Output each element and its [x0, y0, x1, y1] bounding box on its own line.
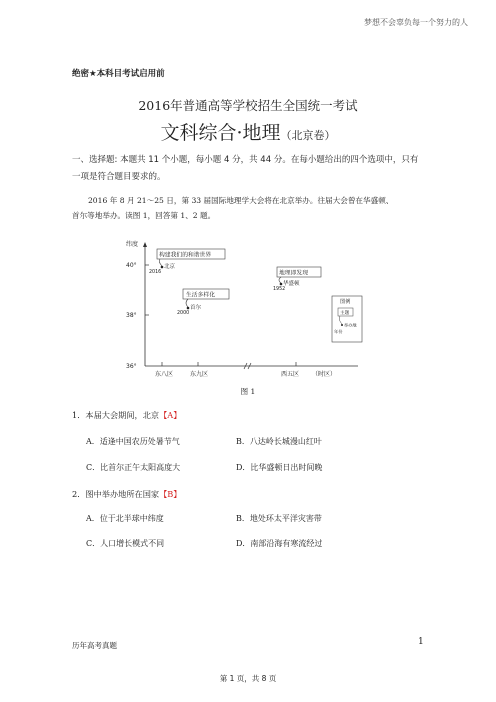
question-2-stem: 2．图中举办地所在国家: [72, 489, 160, 499]
x-unit-label: （时区）: [312, 371, 337, 378]
footer-source: 历年高考真题: [72, 641, 117, 650]
event-point-washington: [280, 283, 283, 286]
event-leader-seoul: [186, 299, 188, 307]
legend-theme: 主题: [340, 311, 350, 316]
event-theme-washington: 地理即发现: [279, 270, 308, 277]
question-1-option-c: C．比首尔正午太阳高度大: [86, 463, 181, 472]
question-1-option-d: D．比华盛顿日出时间晚: [236, 463, 323, 472]
figure-1-svg: [120, 238, 380, 380]
legend-city: 举办地: [344, 322, 357, 328]
subject-title: [0, 118, 496, 145]
event-theme-seoul: 生活多样化: [186, 292, 215, 299]
page-number: 第 1 页，共 8 页: [219, 674, 277, 683]
event-leader-washington: [279, 277, 281, 283]
question-2-option-b: B．地处环太平洋灾害带: [236, 514, 322, 523]
question-1-option-a: A．适逢中国农历处暑节气: [86, 437, 180, 446]
legend-point: [341, 324, 343, 326]
question-intro: [72, 193, 438, 223]
question-2-answer: 【B】: [159, 489, 182, 499]
footer-page-marker: 1: [418, 637, 424, 647]
event-year-seoul: 2000: [177, 311, 190, 316]
section-line-2: 一项是符合题目要求的。: [72, 172, 166, 182]
question-2-option-c: C．人口增长模式不同: [86, 539, 165, 548]
section-instructions: [72, 152, 432, 186]
figure-caption: 图 1: [240, 387, 256, 396]
event-point-seoul: [187, 307, 190, 310]
y-tick-label-36: 36°: [126, 363, 137, 370]
event-year-washington: 1952: [273, 287, 286, 292]
header-slogan: 梦想不会辜负每一个努力的人: [364, 18, 468, 27]
event-city-beijing: 北京: [164, 264, 176, 270]
legend-year: 年份: [334, 329, 343, 334]
question-1-stem: 1．本届大会期间，北京: [72, 410, 160, 420]
y-axis-arrow: [143, 242, 147, 247]
secret-mark: 绝密★本科目考试启用前: [72, 69, 165, 79]
question-1: [72, 410, 426, 472]
subject-name: 文科综合·地理: [160, 122, 281, 144]
intro-line-1: 2016 年 8 月 21～25 日，第 33 届国际地理学大会将在北京举办。往届大会曾在华盛顿、: [87, 196, 394, 205]
legend-title: 图例: [340, 299, 351, 305]
event-city-washington: 华盛顿: [283, 281, 300, 287]
question-1-option-b: B．八达岭长城漫山红叶: [236, 437, 322, 446]
figure-1: [120, 238, 380, 380]
question-2-option-d: D．南部沿海有寒流经过: [236, 539, 323, 548]
question-2-option-a: A．位于北半球中纬度: [86, 514, 164, 523]
exam-title: 2016年普通高等学校招生全国统一考试: [138, 98, 358, 113]
section-line-1: 一、选择题: 本题共 11 个小题，每小题 4 分，共 44 分。在每小题给出的四个选项中，只有: [72, 155, 419, 165]
event-point-beijing: [161, 266, 164, 269]
intro-line-2: 首尔等地举办。读图 1，回答第 1、2 题。: [72, 211, 216, 220]
question-2: [72, 489, 426, 548]
x-tick-label-2: 东九区: [190, 371, 209, 378]
y-tick-label-38: 38°: [126, 312, 137, 319]
event-leader-beijing: [159, 259, 162, 266]
paper-name: （北京卷）: [280, 129, 336, 142]
event-year-beijing: 2016: [149, 270, 162, 275]
event-theme-beijing: 构建我们的和谐世界: [159, 252, 212, 259]
question-1-answer: 【A】: [159, 410, 182, 420]
event-city-seoul: 首尔: [190, 305, 202, 311]
y-axis-title: 纬度: [126, 241, 139, 248]
y-tick-label-40: 40°: [126, 262, 137, 269]
x-tick-label-1: 东八区: [155, 371, 174, 378]
x-tick-label-3: 西五区: [281, 371, 300, 378]
